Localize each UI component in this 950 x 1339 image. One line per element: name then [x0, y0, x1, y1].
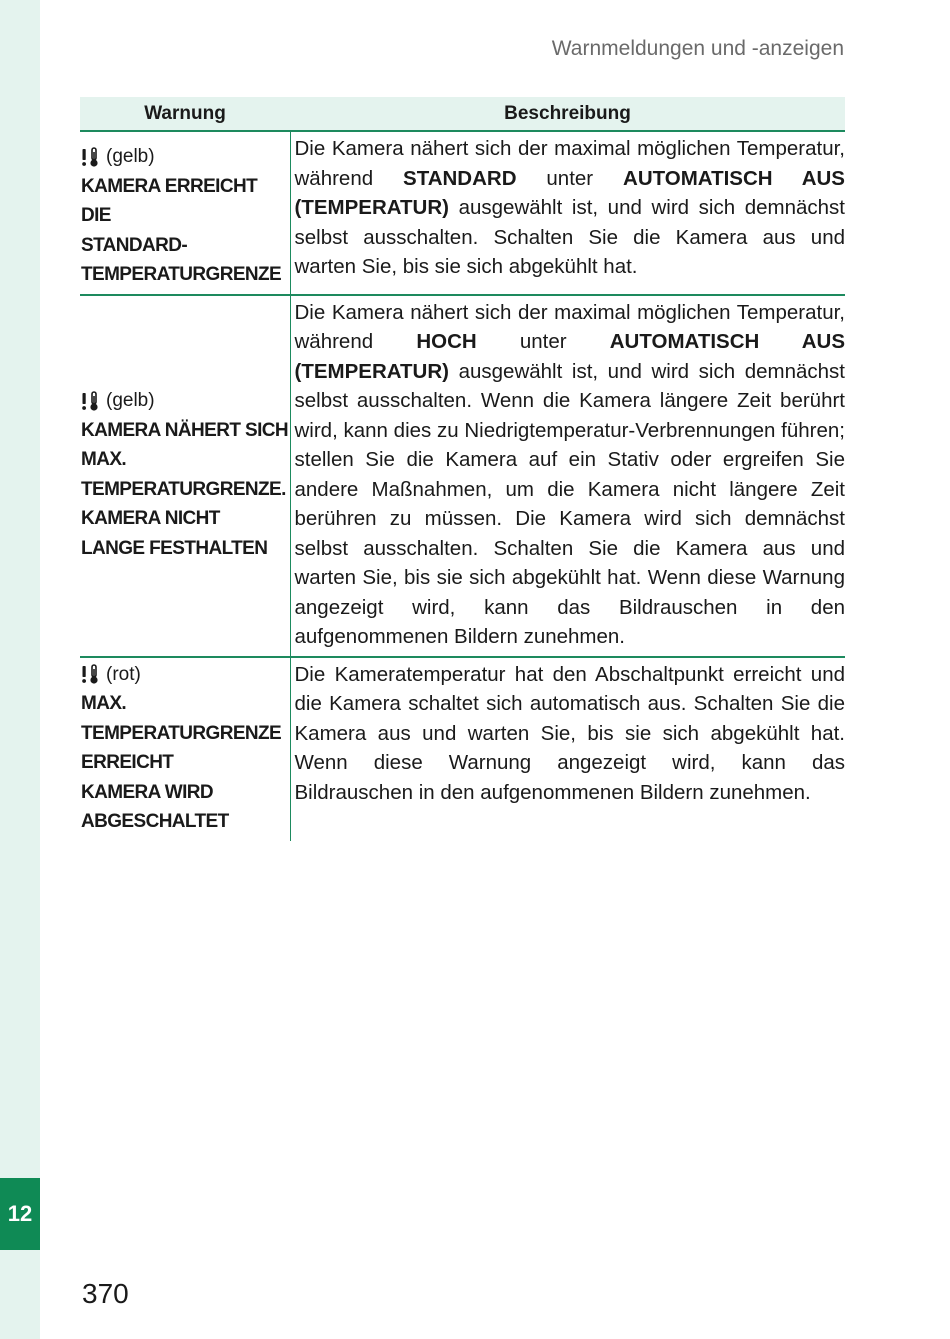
- warning-color-line: [81, 660, 290, 690]
- table-row: [80, 295, 845, 657]
- running-header: Warnmeldungen und -anzeigen: [551, 37, 844, 60]
- setting-standard: STANDARD: [403, 166, 517, 190]
- column-header-warning: Warnung: [80, 97, 290, 131]
- description-text: Die Kamera nähert sich der maximal möglichen Temperatur, während: [294, 300, 845, 353]
- table-header-row: [80, 97, 845, 131]
- menu-item-auto-off-temp: AUTOMATISCH AUS (TEMPERATUR): [294, 330, 845, 383]
- warning-color-label: (rot): [106, 663, 141, 685]
- chapter-tab[interactable]: 12: [0, 1178, 40, 1250]
- warning-name: KAMERA NÄHERT SICH MAX. TEMPERATURGRENZE. KAMERA NICHT LANGE FESTHALTEN: [81, 419, 288, 559]
- description-cell: [290, 657, 845, 841]
- warning-name: MAX. TEMPERATURGRENZE ERREICHT KAMERA WIRD ABGESCHALTET: [81, 693, 282, 832]
- description-text: unter: [546, 166, 594, 190]
- warning-cell: [80, 657, 290, 841]
- temperature-warning-icon: [81, 663, 103, 685]
- temperature-warning-icon: [81, 390, 103, 412]
- description-cell: [290, 295, 845, 657]
- side-strip: [0, 0, 40, 1339]
- warning-color-label: (gelb): [106, 146, 155, 167]
- description-text: Die Kameratemperatur hat den Abschaltpunkt erreicht und die Kamera schaltet sich automatisch aus. Schalten Sie die Kamera aus und warten Sie, bis sie sich abgekühlt hat. Wenn diese Warnung angezeigt wird, kann das Bildrauschen in den aufgenommenen Bildern zunehmen.: [294, 662, 845, 804]
- warning-name: KAMERA ERREICHT DIE STANDARD- TEMPERATURGRENZE: [81, 175, 282, 285]
- warning-cell: [80, 131, 290, 295]
- page-number: 370: [82, 1278, 129, 1309]
- warning-color-line: [81, 142, 290, 172]
- description-text: unter: [519, 330, 567, 353]
- table-row: [80, 657, 845, 841]
- menu-item-auto-off-temp: AUTOMATISCH AUS (TEMPERATUR): [294, 166, 845, 219]
- warning-color-label: (gelb): [106, 390, 155, 411]
- warning-table: [80, 97, 845, 841]
- warning-color-line: [81, 386, 290, 416]
- description-cell: [290, 131, 845, 295]
- setting-high: HOCH: [416, 330, 477, 353]
- description-text: Die Kamera nähert sich der maximal möglichen Temperatur, während: [294, 137, 845, 190]
- column-header-description: Beschreibung: [290, 97, 845, 131]
- warning-cell: [80, 295, 290, 657]
- description-text: ausgewählt ist, und wird sich demnächst selbst ausschalten. Wenn die Kamera längere Zeit berührt wird, kann dies zu Niedrigtemperatur-Verbrennungen führen; stellen Sie die Kamera auf ein Stativ oder ergreifen Sie andere Maßnahmen, um die Kamera nicht längere Zeit berühren zu müssen. Die Kamera wird sich demnächst selbst ausschalten. Schalten Sie die Kamera aus und warten Sie, bis sie sich abgekühlt hat. Wenn diese Warnung angezeigt wird, kann das Bildrauschen in den aufgenommenen Bildern zunehmen.: [294, 359, 845, 648]
- description-text: ausgewählt ist, und wird sich demnächst selbst ausschalten. Schalten Sie die Kamera aus und warten Sie, bis sie sich abgekühlt hat.: [294, 196, 845, 278]
- table-row: [80, 131, 845, 295]
- temperature-warning-icon: [81, 146, 103, 168]
